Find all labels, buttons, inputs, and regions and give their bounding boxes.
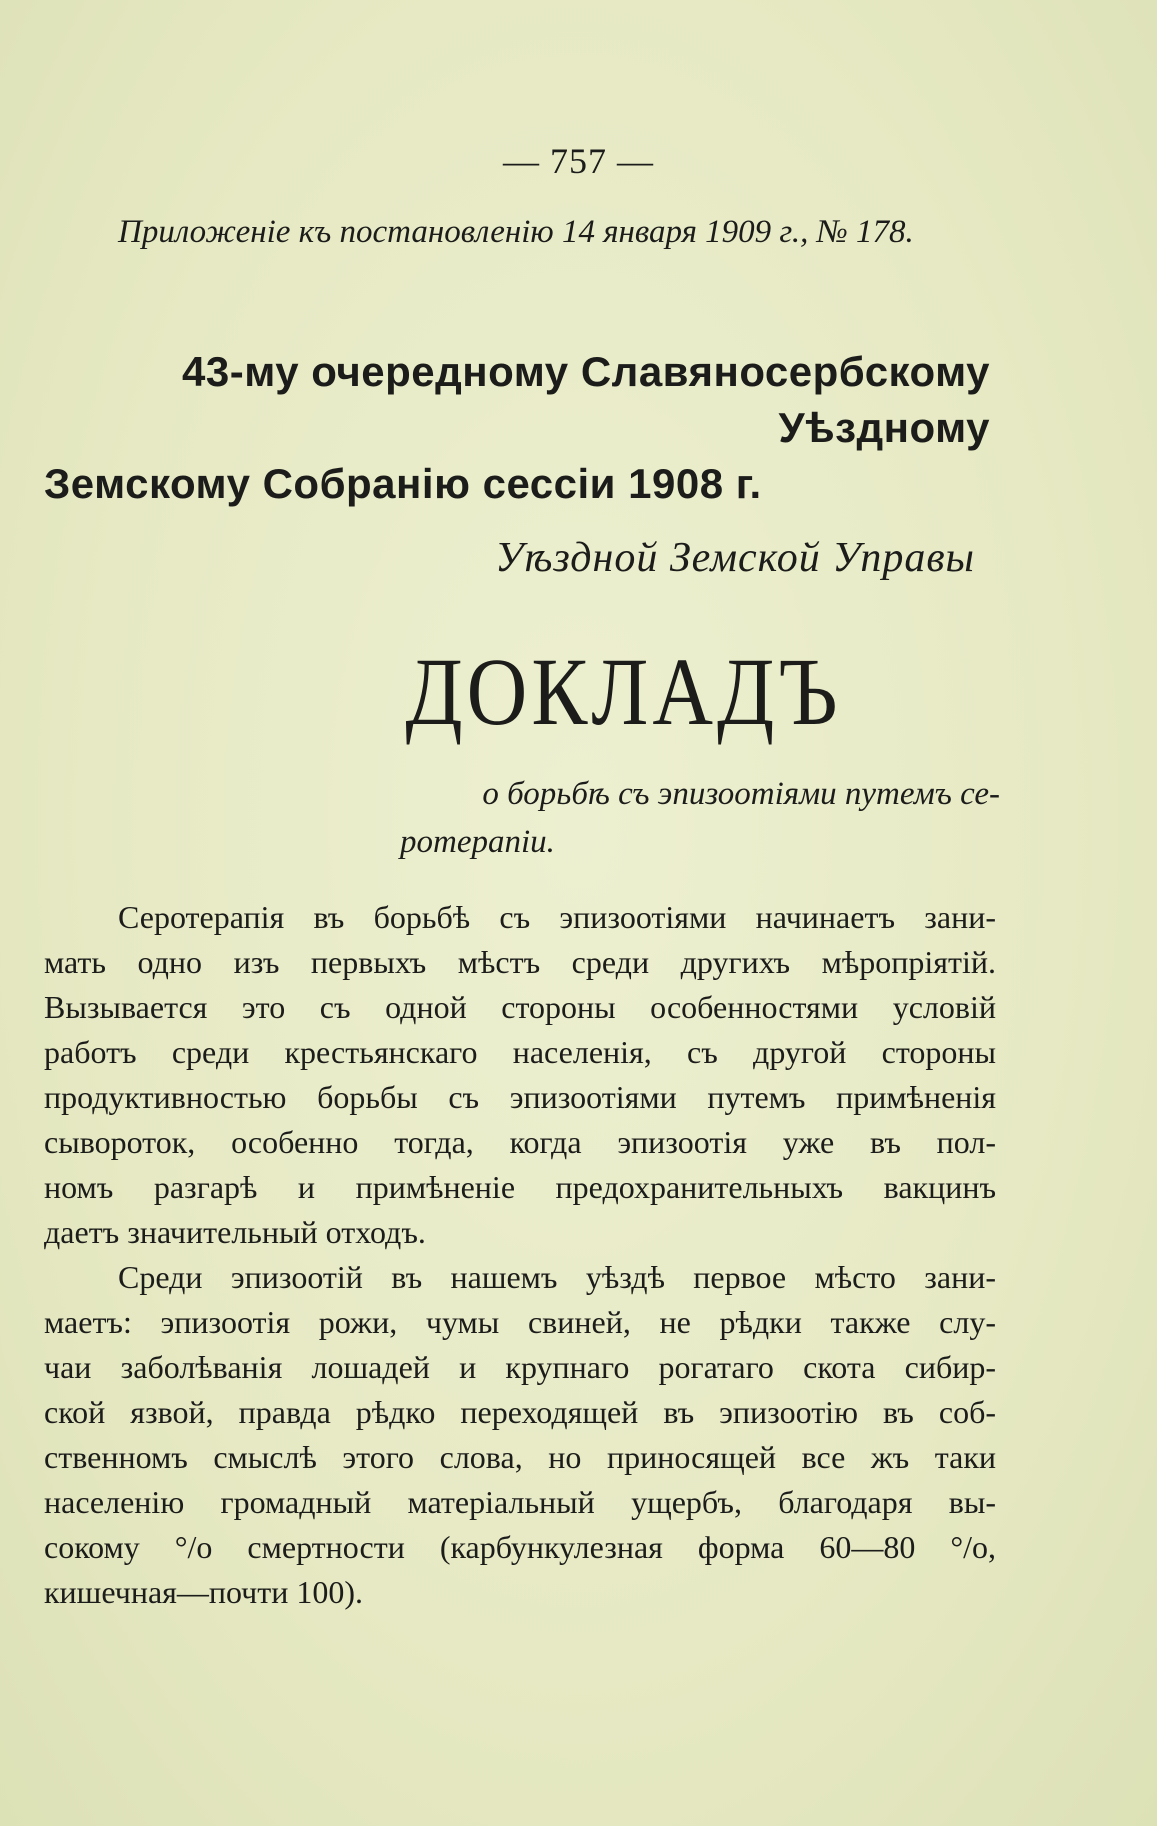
text-line: ственномъ смыслѣ этого слова, но приносящей все жъ таки	[44, 1439, 996, 1475]
text-line: сокому °/о смертности (карбункулезная форма 60—80 °/о,	[44, 1529, 996, 1565]
subject-line	[400, 770, 1000, 866]
subject-line-2: ротерапіи.	[400, 824, 555, 860]
text-line: мать одно изъ первыхъ мѣстъ среди другихъ мѣропріятій.	[44, 944, 996, 980]
addressee-line-2: Земскому Собранію сессіи 1908 г.	[44, 460, 762, 507]
text-line: даетъ значительный отходъ.	[44, 1214, 426, 1250]
addressee-heading	[44, 344, 1004, 512]
text-line: продуктивностью борьбы съ эпизоотіями путемъ примѣненія	[44, 1079, 996, 1115]
addressee-line-1: 43-му очередному Славяносербскому Уѣздному	[182, 348, 990, 451]
body-text	[44, 895, 996, 1615]
paragraph-2	[44, 1255, 996, 1615]
text-line: сывороток, особенно тогда, когда эпизоотія уже въ пол-	[44, 1124, 996, 1160]
text-line: ской язвой, правда рѣдко переходящей въ эпизоотію въ соб-	[44, 1394, 996, 1430]
text-line: номъ разгарѣ и примѣненіе предохранительныхъ вакцинъ	[44, 1169, 996, 1205]
text-line: Серотерапія въ борьбѣ съ эпизоотіями начинаетъ зани-	[118, 899, 996, 935]
page-number: — 757 —	[503, 141, 654, 181]
text-line: кишечная—почти 100).	[44, 1574, 364, 1610]
text-line: населенію громадный матеріальный ущербъ, благодаря вы-	[44, 1484, 996, 1520]
text-line: Среди эпизоотій въ нашемъ уѣздѣ первое мѣсто зани-	[118, 1259, 996, 1295]
authority-line: Уѣздной Земской Управы	[495, 535, 975, 581]
appendix-note: Приложеніе къ постановленію 14 января 1909 г., № 178.	[118, 214, 914, 250]
subject-line-1: о борьбѣ съ эпизоотіями путемъ се-	[482, 776, 1000, 812]
paragraph-1	[44, 895, 996, 1255]
text-line: чаи заболѣванія лошадей и крупнаго рогатаго скота сибир-	[44, 1349, 996, 1385]
text-line: работъ среди крестьянскаго населенія, съ другой стороны	[44, 1034, 996, 1070]
text-line: маетъ: эпизоотія рожи, чумы свиней, не рѣдки также слу-	[44, 1304, 996, 1340]
text-line: Вызывается это съ одной стороны особенностями условій	[44, 989, 996, 1025]
document-title: ДОКЛАДЪ	[405, 639, 842, 746]
